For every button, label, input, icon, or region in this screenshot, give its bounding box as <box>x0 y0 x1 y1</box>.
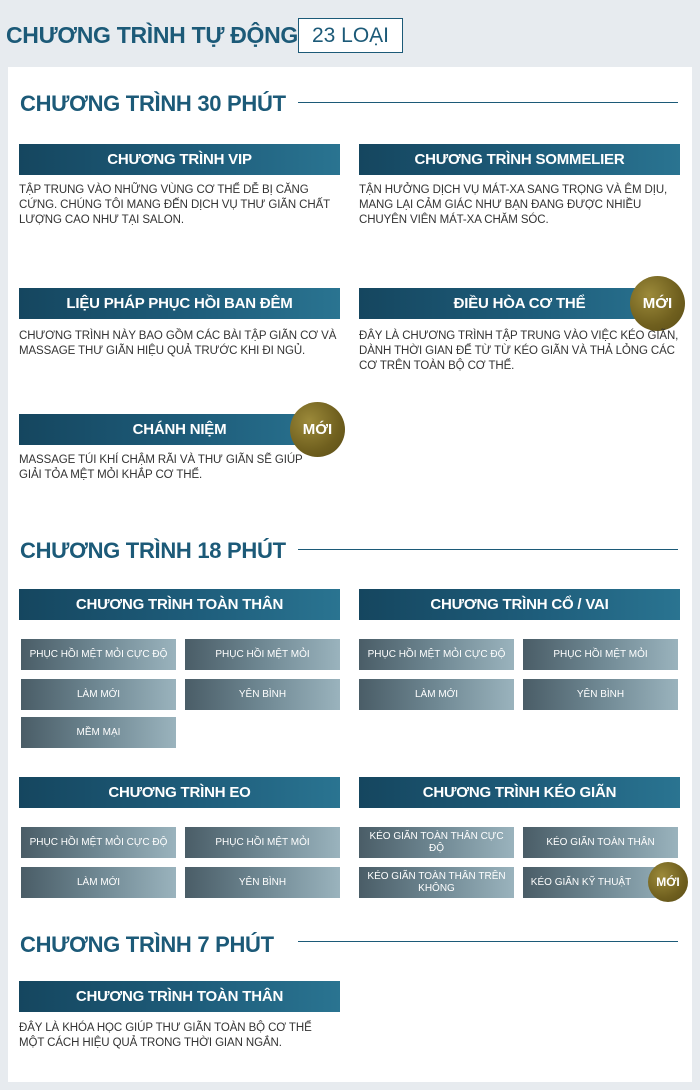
program-full-body-7min-header[interactable]: CHƯƠNG TRÌNH TOÀN THÂN <box>19 981 340 1012</box>
program-waist-header[interactable]: CHƯƠNG TRÌNH EO <box>19 777 340 808</box>
section-title-30min: CHƯƠNG TRÌNH 30 PHÚT <box>20 91 286 116</box>
program-stretch-header[interactable]: CHƯƠNG TRÌNH KÉO GIÃN <box>359 777 680 808</box>
mode-button[interactable]: KÉO GIÃN TOÀN THÂN CỰC ĐỘ <box>359 827 514 858</box>
section-title-7min: CHƯƠNG TRÌNH 7 PHÚT <box>20 932 274 957</box>
section-title-18min: CHƯƠNG TRÌNH 18 PHÚT <box>20 538 286 563</box>
new-badge: MỚI <box>630 276 685 331</box>
mode-button[interactable]: PHỤC HỒI MỆT MỎI CỰC ĐỘ <box>21 827 176 858</box>
program-mindfulness-desc: MASSAGE TÚI KHÍ CHẬM RÃI VÀ THƯ GIÃN SẼ GIÚP GIẢI TỎA MỆT MỎI KHẮP CƠ THỂ. <box>19 454 303 481</box>
mode-button[interactable]: YÊN BÌNH <box>185 679 340 710</box>
program-vip-desc: TẬP TRUNG VÀO NHỮNG VÙNG CƠ THỂ DỄ BỊ CĂNG CỨNG. CHÚNG TÔI MANG ĐẾN DỊCH VỤ THƯ GIÃN CHẤT LƯỢNG CAO NHƯ TẠI SALON. <box>19 184 330 226</box>
section-divider <box>298 941 678 942</box>
mode-button[interactable]: YÊN BÌNH <box>185 867 340 898</box>
program-body-conditioning-desc: ĐÂY LÀ CHƯƠNG TRÌNH TẬP TRUNG VÀO VIỆC KÉO GIÃN, DÀNH THỜI GIAN ĐỂ TỪ TỪ KÉO GIÃN VÀ THẢ LỎNG CÁC CƠ TRÊN TOÀN BỘ CƠ THỂ. <box>359 330 679 372</box>
program-night-recovery-desc: CHƯƠNG TRÌNH NÀY BAO GỒM CÁC BÀI TẬP GIÃN CƠ VÀ MASSAGE THƯ GIÃN HIỆU QUẢ TRƯỚC KHI ĐI NGỦ. <box>19 330 337 357</box>
program-night-recovery-header[interactable]: LIỆU PHÁP PHỤC HỒI BAN ĐÊM <box>19 288 340 319</box>
program-sommelier-desc: TẬN HƯỞNG DỊCH VỤ MÁT-XA SANG TRỌNG VÀ ÊM DỊU, MANG LẠI CẢM GIÁC NHƯ BẠN ĐANG ĐƯỢC NHIỀU CHUYÊN VIÊN MÁT-XA CHĂM SÓC. <box>359 184 668 226</box>
mode-button[interactable]: KÉO GIÃN KỸ THUẬT <box>523 867 678 898</box>
mode-button[interactable]: PHỤC HỒI MỆT MỎI <box>185 827 340 858</box>
new-badge: MỚI <box>648 862 688 902</box>
program-count-badge: 23 LOẠI <box>298 18 403 53</box>
program-sommelier-header[interactable]: CHƯƠNG TRÌNH SOMMELIER <box>359 144 680 175</box>
mode-button[interactable]: KÉO GIÃN TOÀN THÂN TRÊN KHÔNG <box>359 867 514 898</box>
program-vip-header[interactable]: CHƯƠNG TRÌNH VIP <box>19 144 340 175</box>
mode-button[interactable]: YÊN BÌNH <box>523 679 678 710</box>
program-full-body-7min-desc: ĐÂY LÀ KHÓA HỌC GIÚP THƯ GIÃN TOÀN BỘ CƠ THỂ MỘT CÁCH HIỆU QUẢ TRONG THỜI GIAN NGẮN. <box>19 1022 312 1049</box>
program-full-body-header[interactable]: CHƯƠNG TRÌNH TOÀN THÂN <box>19 589 340 620</box>
mode-button[interactable]: PHỤC HỒI MỆT MỎI CỰC ĐỘ <box>359 639 514 670</box>
mode-button[interactable]: LÀM MỚI <box>21 867 176 898</box>
section-divider <box>298 102 678 103</box>
mode-button[interactable]: KÉO GIÃN TOÀN THÂN <box>523 827 678 858</box>
mode-button[interactable]: LÀM MỚI <box>359 679 514 710</box>
program-neck-shoulder-header[interactable]: CHƯƠNG TRÌNH CỔ / VAI <box>359 589 680 620</box>
mode-button[interactable]: PHỤC HỒI MỆT MỎI <box>523 639 678 670</box>
new-badge: MỚI <box>290 402 345 457</box>
mode-button[interactable]: PHỤC HỒI MỆT MỎI CỰC ĐỘ <box>21 639 176 670</box>
program-body-conditioning-header[interactable]: ĐIỀU HÒA CƠ THỂ <box>359 288 680 319</box>
mode-button[interactable]: PHỤC HỒI MỆT MỎI <box>185 639 340 670</box>
mode-button[interactable]: LÀM MỚI <box>21 679 176 710</box>
mode-button[interactable]: MỀM MẠI <box>21 717 176 748</box>
program-mindfulness-header[interactable]: CHÁNH NIỆM <box>19 414 340 445</box>
section-divider <box>298 549 678 550</box>
page-title: CHƯƠNG TRÌNH TỰ ĐỘNG <box>6 22 298 48</box>
